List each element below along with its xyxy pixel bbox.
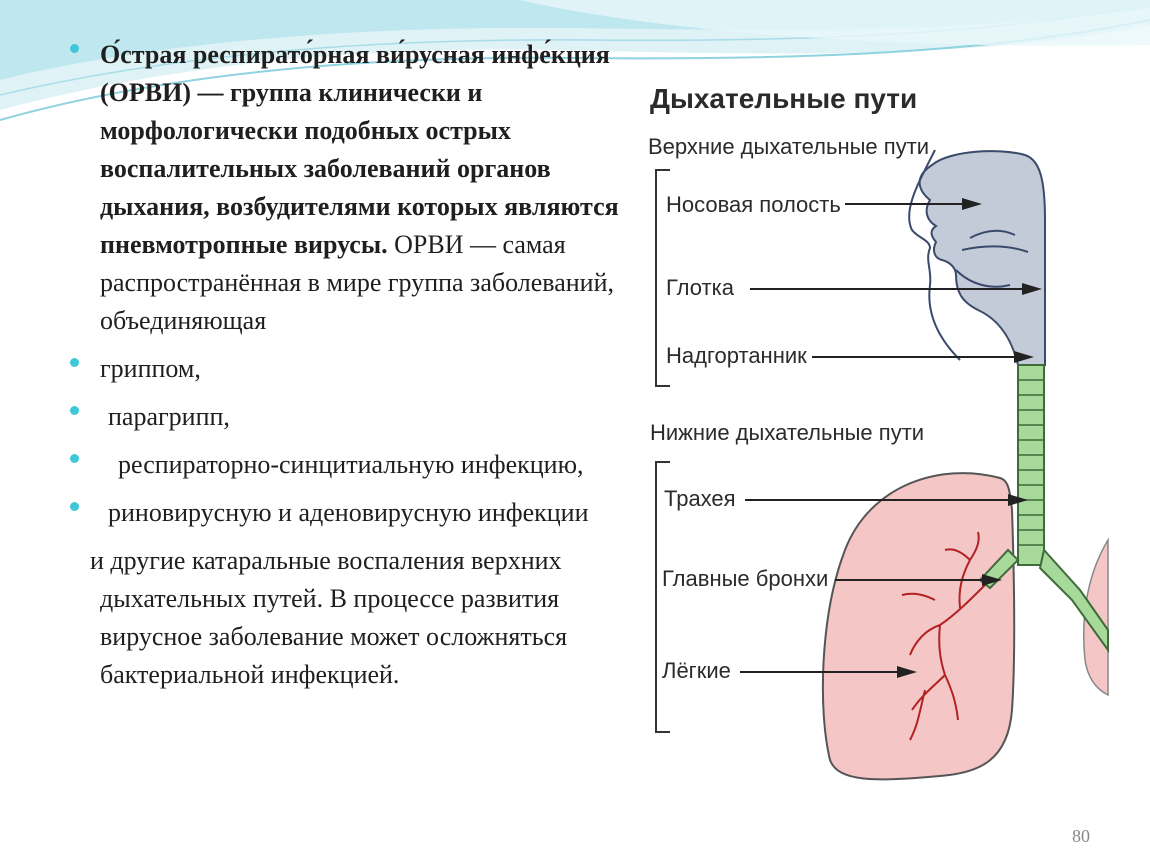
list-item	[100, 398, 640, 436]
label-pharynx: Глотка	[666, 275, 734, 300]
respiratory-diagram	[640, 70, 1110, 790]
diagram-title: Дыхательные пути	[650, 83, 918, 114]
bullet-icon	[70, 358, 79, 367]
lower-heading: Нижние дыхательные пути	[650, 420, 925, 445]
intro-normal-text: ОРВИ — самая распространённая в мире группа заболеваний, объединяющая	[100, 230, 614, 335]
upper-heading: Верхние дыхательные пути	[648, 134, 930, 159]
list-item	[100, 494, 640, 532]
intro-bold-text: О́страя респирато́рная ви́русная инфе́кция (ОРВИ) — группа клинически и морфологически подобных острых воспалительных заболеваний органов дыхания, возбудителями которых являются пневмотропные вирусы.	[100, 40, 619, 259]
list-item	[100, 350, 640, 388]
list-item-text: гриппом,	[100, 354, 201, 383]
list-item	[100, 446, 640, 484]
closing-text: и другие катаральные воспаления верхних дыхательных путей. В процессе развития вирусное заболевание может осложняться бактериальной инфекцией.	[90, 546, 568, 689]
label-lungs: Лёгкие	[662, 658, 731, 683]
list-item-text: риновирусную и аденовирусную инфекции	[108, 498, 589, 527]
lung-shape	[823, 473, 1014, 779]
label-trachea: Трахея	[664, 486, 736, 511]
label-epiglottis: Надгортанник	[666, 343, 807, 368]
bullet-icon	[70, 406, 79, 415]
bullet-icon	[70, 454, 79, 463]
main-text	[90, 36, 640, 694]
label-main-bronchi: Главные бронхи	[662, 566, 829, 591]
label-nasal-cavity: Носовая полость	[666, 192, 841, 217]
bullet-icon	[70, 44, 79, 53]
list-item-text: респираторно-синцитиальную инфекцию,	[118, 450, 584, 479]
bullet-icon	[70, 502, 79, 511]
page-number: 80	[1072, 826, 1090, 846]
list-item-text: парагрипп,	[108, 402, 230, 431]
intro-item	[100, 36, 640, 340]
